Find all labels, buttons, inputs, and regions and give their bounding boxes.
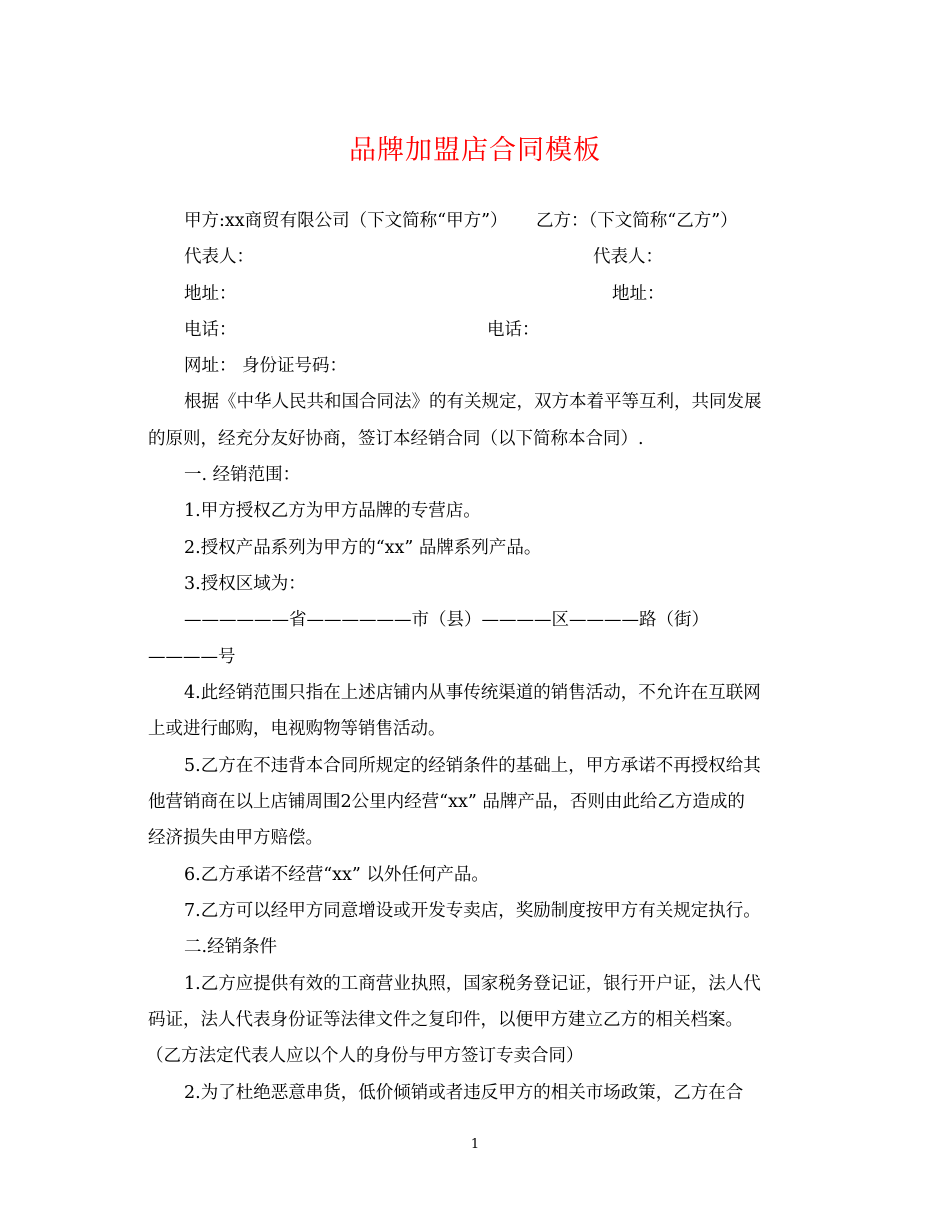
body-line: 码证，法人代表身份证等法律文件之复印件，以便甲方建立乙方的相关档案。: [148, 1010, 743, 1030]
body-line: 2.授权产品系列为甲方的“xx” 品牌系列产品。: [184, 538, 542, 558]
body-line: 根据《中华人民共和国合同法》的有关规定，双方本着平等互利，共同发展: [184, 392, 762, 412]
body-line: 4.此经销范围只指在上述店铺内从事传统渠道的销售活动，不允许在互联网: [184, 683, 761, 703]
body-line: 5.乙方在不违背本合同所规定的经销条件的基础上，甲方承诺不再授权给其: [184, 756, 761, 776]
rep-a-label: 代表人：: [184, 247, 254, 267]
body-line: 7.乙方可以经甲方同意增设或开发专卖店，奖励制度按甲方有关规定执行。: [184, 901, 761, 921]
tel-a-label: 电话：: [184, 320, 237, 340]
addr-b-label: 地址：: [612, 284, 665, 304]
tel-b-label: 电话：: [487, 320, 540, 340]
web-id-line: 网址： 身份证号码：: [184, 356, 348, 376]
body-line: （乙方法定代表人应以个人的身份与甲方签订专卖合同）: [146, 1046, 584, 1066]
section-heading: 二.经销条件: [184, 937, 278, 957]
document-title: 品牌加盟店合同模板: [349, 135, 601, 166]
blank-fill-line: ————号: [148, 647, 236, 667]
rep-b-label: 代表人：: [593, 247, 663, 267]
body-line: 1.乙方应提供有效的工商营业执照，国家税务登记证，银行开户证，法人代: [184, 974, 761, 994]
body-line: 2.为了杜绝恶意串货，低价倾销或者违反甲方的相关市场政策，乙方在合: [184, 1083, 744, 1103]
addr-a-label: 地址：: [184, 284, 237, 304]
blank-fill-line: ——————省——————市（县）————区————路（街）: [184, 610, 709, 630]
body-line: 1.甲方授权乙方为甲方品牌的专营店。: [184, 501, 481, 521]
section-heading: 一. 经销范围：: [184, 465, 301, 485]
page-number: 1: [470, 1137, 480, 1152]
body-line: 6.乙方承诺不经营“xx” 以外任何产品。: [184, 865, 489, 885]
body-line: 他营销商在以上店铺周围2公里内经营“xx” 品牌产品，否则由此给乙方造成的: [148, 792, 745, 812]
body-line: 的原则，经充分友好协商，签订本经销合同（以下简称本合同）.: [148, 429, 644, 449]
party-a-line: 甲方:xx商贸有限公司（下文简称“甲方”）: [184, 211, 508, 231]
body-line: 上或进行邮购，电视购物等销售活动。: [148, 719, 446, 739]
body-line: 3.授权区域为：: [184, 574, 306, 594]
party-b-line: 乙方：（下文简称“乙方”）: [536, 211, 738, 231]
body-line: 经济损失由甲方赔偿。: [148, 828, 323, 848]
